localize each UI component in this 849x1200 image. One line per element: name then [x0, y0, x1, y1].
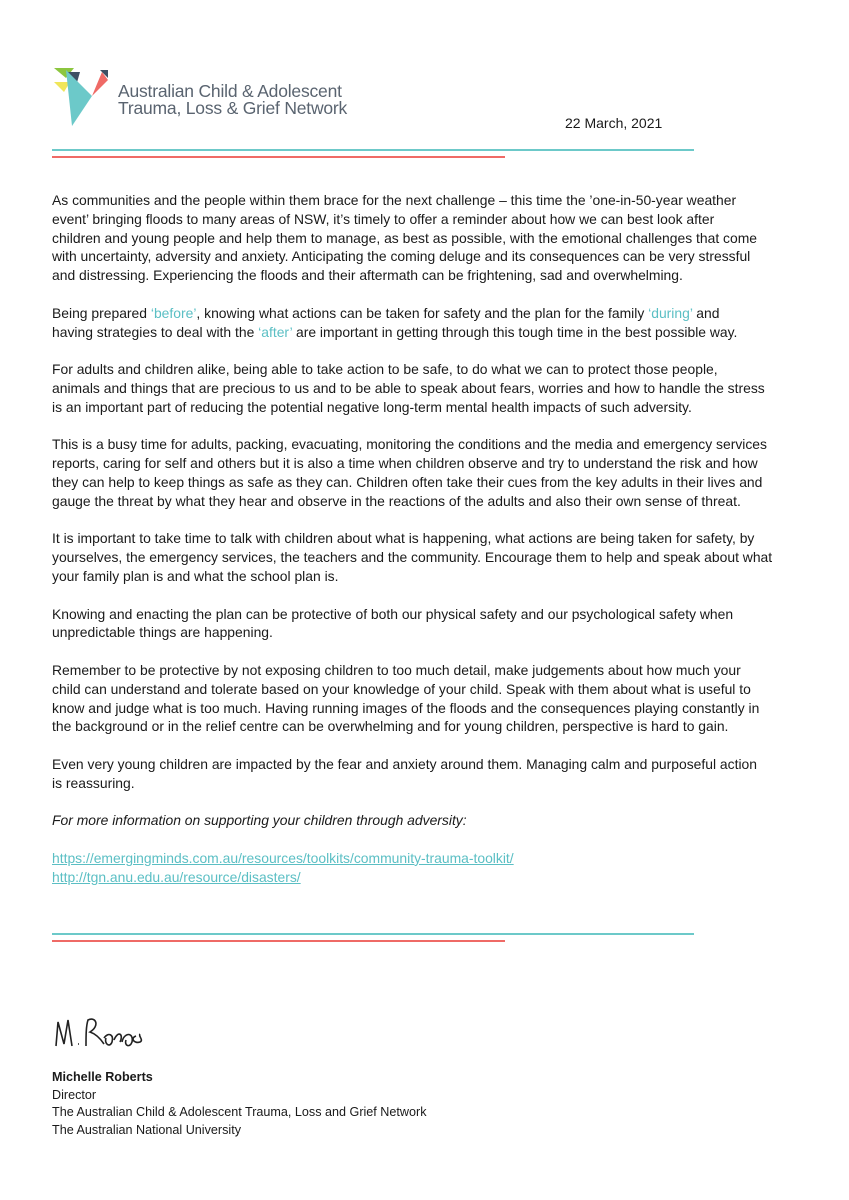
- text-line: Even very young children are impacted by the fear and anxiety around them. Managing calm and purposeful action: [52, 755, 757, 772]
- text-line: and distressing. Experiencing the floods and their aftermath can be frightening, sad and overwhelming.: [52, 267, 683, 284]
- signatory-university: The Australian National University: [52, 1122, 241, 1137]
- signatory-title: Director: [52, 1087, 97, 1102]
- handwritten-signature: [52, 1008, 152, 1058]
- letter-date: 22 March, 2021: [565, 115, 663, 131]
- text: having strategies to deal with the: [52, 323, 259, 340]
- text-line: the background or in the relief centre can be overwhelming and for young children, perspective is hard to gain.: [52, 718, 729, 735]
- logo-line-1: Australian Child & Adolescent: [118, 81, 342, 101]
- paragraph: [52, 661, 812, 736]
- signatory-name: Michelle Roberts: [52, 1070, 153, 1084]
- text-line: yourselves, the emergency services, the teachers and the community. Encourage them to help and speak about what: [52, 549, 773, 566]
- link-emerging-minds[interactable]: https://emergingminds.com.au/resources/toolkits/community-trauma-toolkit/: [52, 849, 514, 866]
- highlight-after: ‘after’: [258, 323, 293, 340]
- text-line: child can understand and tolerate based on your knowledge of your child. Speak with them about what is useful to: [52, 680, 751, 697]
- text-line: is reassuring.: [52, 774, 135, 791]
- text-line: your family plan is and what the school plan is.: [52, 567, 339, 584]
- text-line: animals and things that are precious to us and to be able to speak about fears, worries and how to handle the stress: [52, 379, 765, 396]
- divider-red-top: [52, 156, 505, 158]
- text: Being prepared: [52, 304, 151, 321]
- remaining-paragraphs: [52, 360, 812, 792]
- text-line: It is important to take time to talk with children about what is happening, what actions are being taken for safety, by: [52, 530, 755, 547]
- divider-teal-top: [52, 149, 694, 151]
- logo-bird-icon: [52, 66, 122, 128]
- resource-links: [52, 849, 812, 887]
- highlight-during: ‘during’: [648, 304, 693, 321]
- text-line: [52, 323, 812, 342]
- text: , knowing what actions can be taken for safety and the plan for the family: [196, 304, 649, 321]
- info-heading: For more information on supporting your children through adversity:: [52, 812, 467, 829]
- paragraph: [52, 360, 812, 416]
- organization-logo: [52, 66, 394, 128]
- paragraph-intro: [52, 191, 812, 285]
- text-line: gauge the threat by what they hear and observe in the reactions of the adults and also their own sense of threat.: [52, 492, 741, 509]
- text-line: As communities and the people within them brace for the next challenge – this time the ’one-in-50-year weather: [52, 192, 737, 208]
- text: are important in getting through this tough time in the best possible way.: [292, 323, 738, 340]
- text-line: event’ bringing floods to many areas of NSW, it’s timely to offer a reminder about how we can best look after: [52, 210, 715, 227]
- highlight-before: ‘before’: [150, 304, 197, 321]
- signature-block: [52, 1069, 427, 1139]
- paragraph: [52, 529, 812, 585]
- paragraph: [52, 435, 812, 510]
- paragraph-prepared: [52, 304, 812, 342]
- text-line: with uncertainty, adversity and anxiety. Anticipating the coming deluge and its consequences can be very stressful: [52, 248, 751, 265]
- text-line: This is a busy time for adults, packing, evacuating, monitoring the conditions and the media and emergency services: [52, 436, 767, 453]
- paragraph: [52, 755, 812, 793]
- divider-teal-bottom: [52, 933, 694, 935]
- signatory-organization: The Australian Child & Adolescent Trauma, Loss and Grief Network: [52, 1105, 427, 1119]
- text-line: [52, 304, 812, 323]
- text-line: Knowing and enacting the plan can be protective of both our physical safety and our psychological safety when: [52, 605, 734, 622]
- text-line: they can help to keep things as safe as they can. Children often take their cues from the key adults in their lives and: [52, 473, 763, 490]
- text-line: is an important part of reducing the potential negative long-term mental health impacts of such adversity.: [52, 398, 692, 415]
- text-line: For adults and children alike, being able to take action to be safe, to do what we can to protect those people,: [52, 361, 718, 378]
- text-line: Remember to be protective by not exposing children to too much detail, make judgements about how much your: [52, 661, 741, 678]
- divider-red-bottom: [52, 940, 505, 942]
- letter-body: [52, 191, 812, 886]
- text-line: children and young people and help them to manage, as best as possible, with the emotional challenges that come: [52, 229, 758, 246]
- logo-line-2: Trauma, Loss & Grief Network: [118, 98, 348, 118]
- text-line: unpredictable things are happening.: [52, 624, 273, 641]
- text-line: reports, caring for self and others but it is also a time when children observe and try to understand the risk and how: [52, 455, 758, 472]
- paragraph: [52, 605, 812, 643]
- link-tgn-disasters[interactable]: http://tgn.anu.edu.au/resource/disasters/: [52, 868, 301, 885]
- text-line: know and judge what is too much. Having running images of the floods and the consequences playing constantly in: [52, 699, 760, 716]
- text: and: [692, 304, 720, 321]
